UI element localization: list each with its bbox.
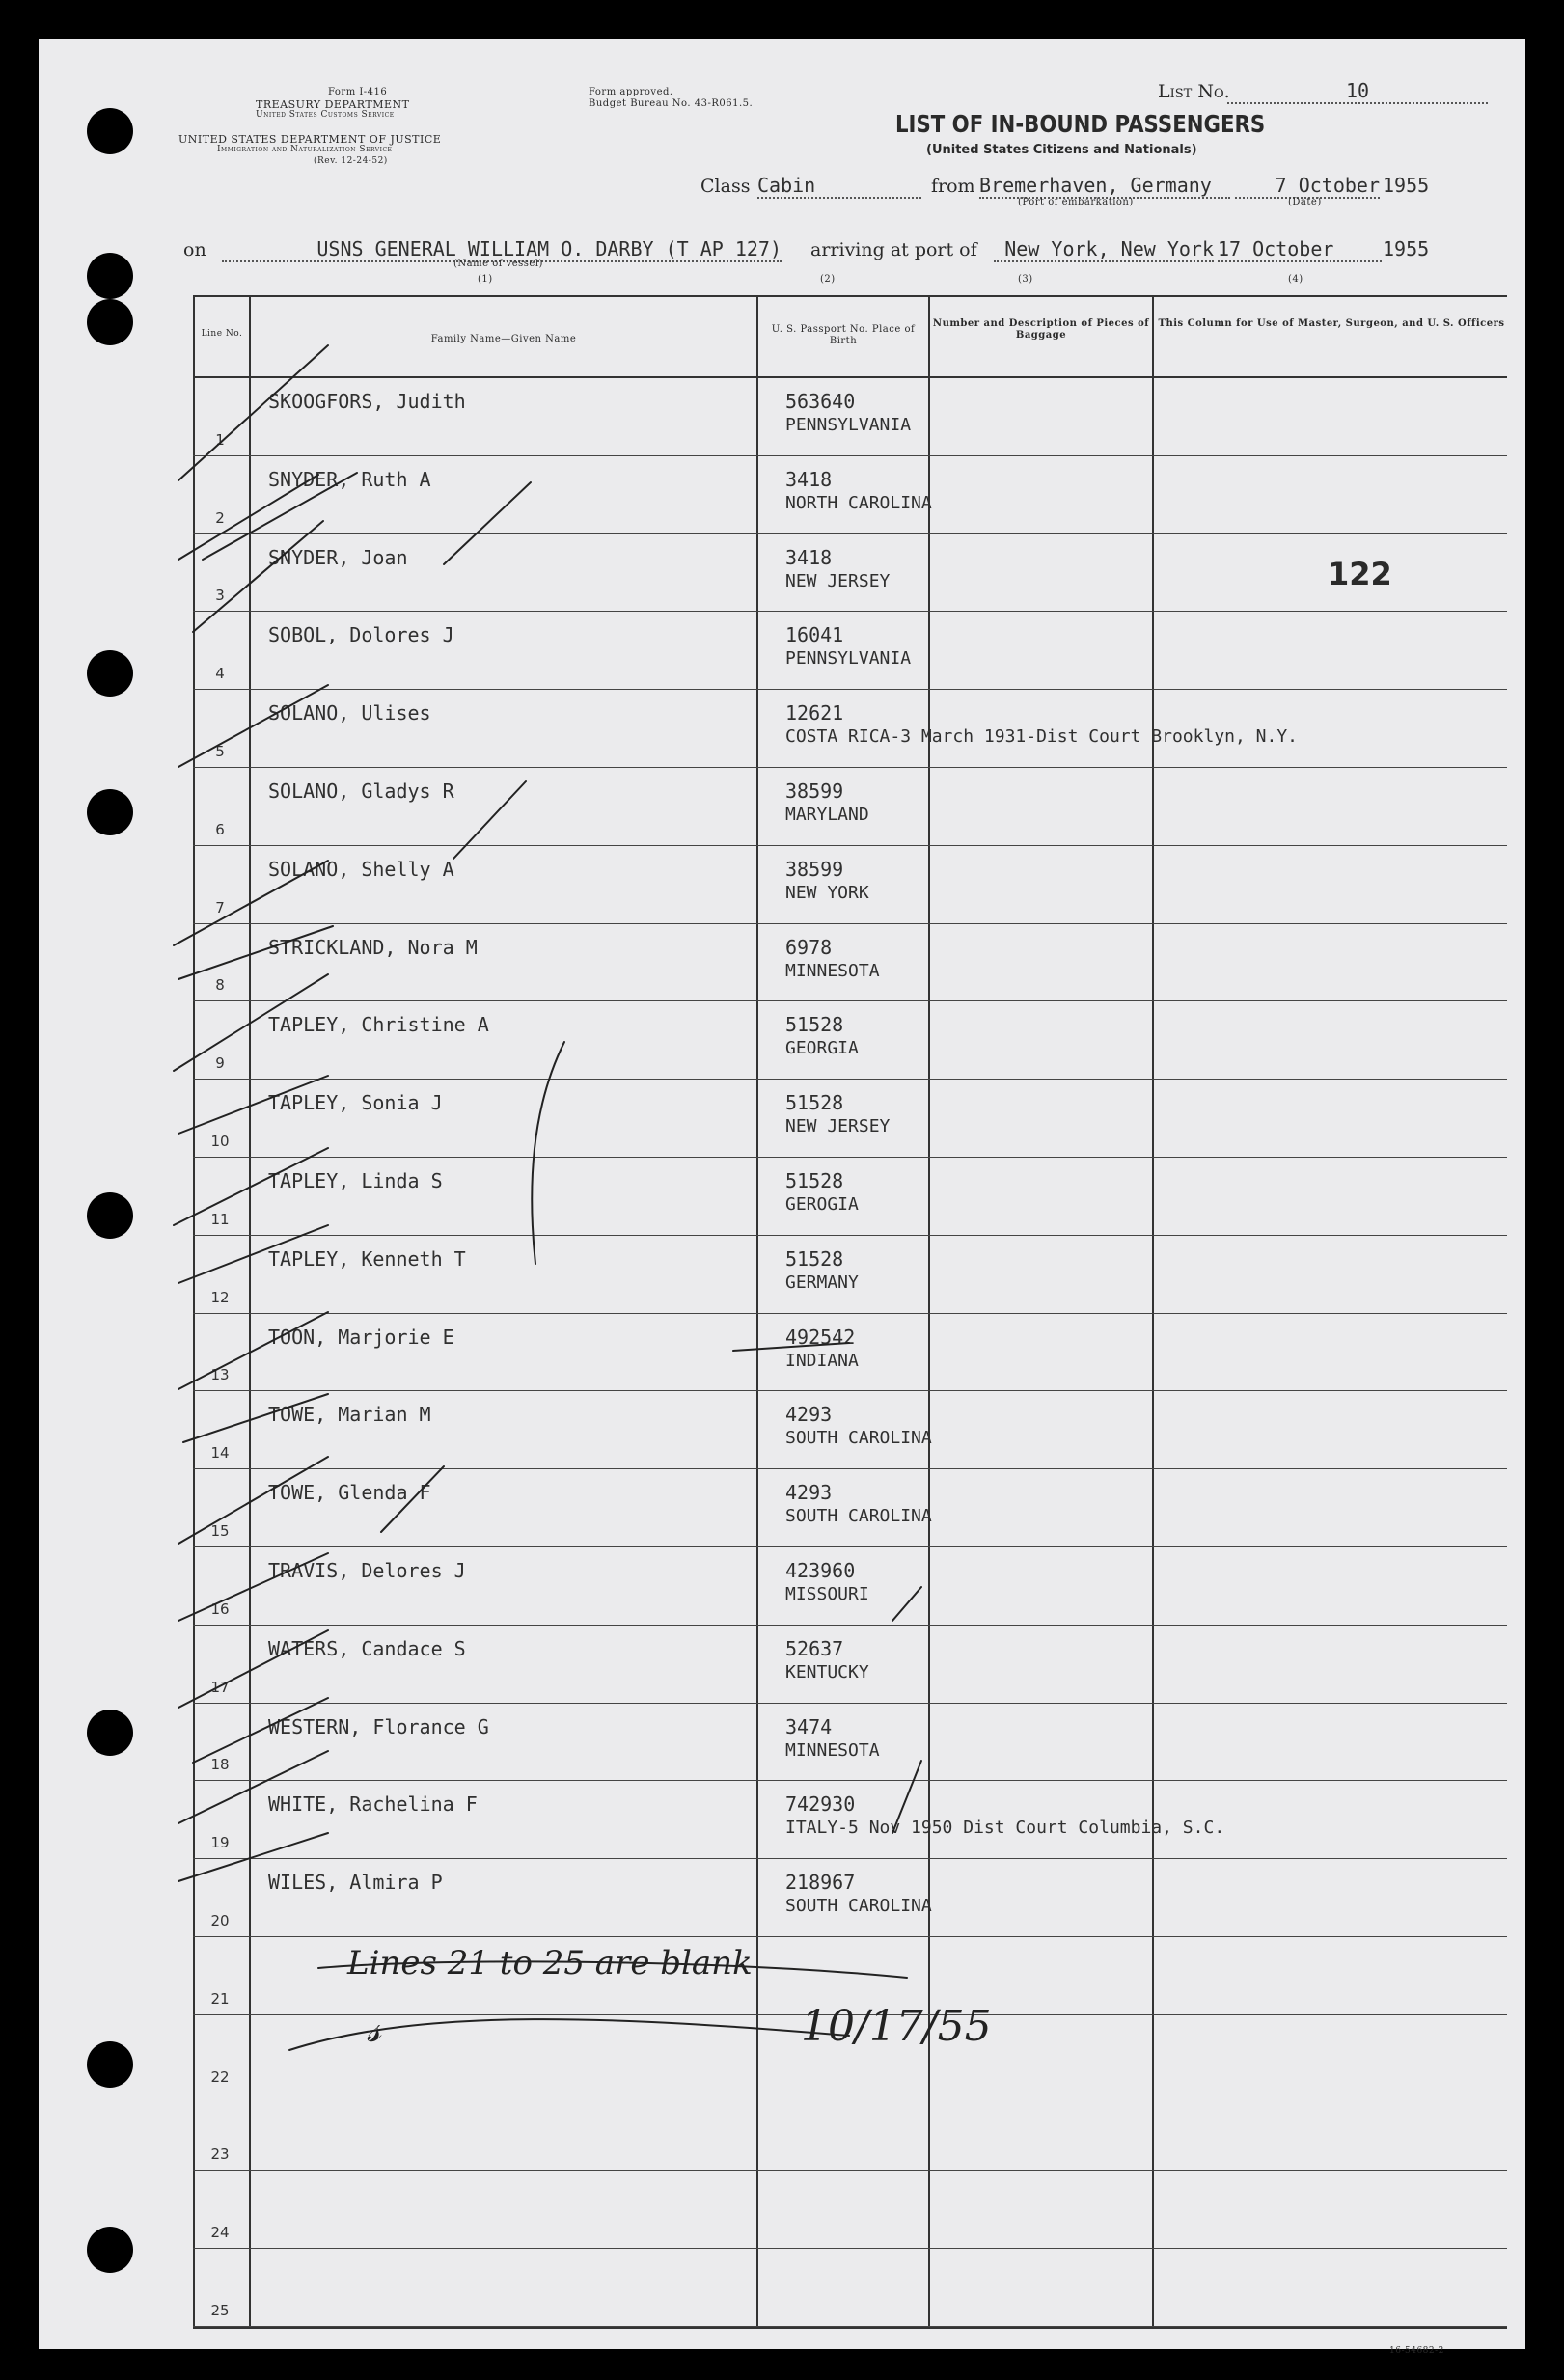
passenger-name: SOLANO, Ulises — [268, 701, 431, 725]
line-number: 9 — [215, 1054, 225, 1073]
passport-number: 51528 — [785, 1246, 844, 1271]
passport-number: 4293 — [785, 1481, 833, 1505]
passport-number: 3474 — [785, 1714, 833, 1738]
line-number: 4 — [215, 665, 225, 683]
passenger-name: WHITE, Rachelina F — [268, 1792, 478, 1817]
passport-number: 38599 — [785, 857, 844, 881]
budget-bureau: Budget Bureau No. 43-R061.5. — [589, 98, 754, 109]
line-number: 20 — [210, 1911, 230, 1929]
line-number: 6 — [215, 820, 225, 838]
table-row — [39, 534, 1525, 613]
on-label: on — [183, 239, 206, 260]
place-of-birth: GEROGIA — [785, 1194, 859, 1215]
class-label: Class — [700, 176, 751, 197]
line-number: 23 — [210, 2146, 230, 2164]
passenger-name: TOWE, Marian M — [268, 1403, 431, 1427]
passport-number: 4293 — [785, 1403, 833, 1427]
passenger-name: TAPLEY, Sonia J — [268, 1091, 443, 1115]
list-subtitle: (United States Citizens and Nationals) — [926, 143, 1197, 157]
handwritten-note: Lines 21 to 25 are blank — [347, 1944, 753, 1983]
officer-stamp-number: 122 — [1328, 556, 1392, 592]
table-row — [39, 924, 1525, 1002]
form-code: 16-54682-2 — [1389, 2346, 1444, 2356]
col-header-passport: U. S. Passport No. Place of Birth — [771, 324, 916, 346]
list-no-label: List No. — [1158, 81, 1230, 102]
place-of-birth: MISSOURI — [785, 1584, 869, 1604]
table-row — [39, 1236, 1525, 1314]
embark-year: 1955 — [1383, 174, 1430, 197]
passenger-name: STRICKLAND, Nora M — [268, 935, 478, 959]
arrival-port: New York, New York — [994, 237, 1214, 262]
passport-number: 38599 — [785, 780, 844, 803]
passport-number: 3418 — [785, 467, 833, 491]
handwritten-signature-date: 10/17/55 — [801, 2002, 992, 2051]
punch-hole — [87, 108, 133, 154]
passenger-name: TAPLEY, Linda S — [268, 1169, 443, 1192]
passenger-name: SNYDER, Joan — [268, 545, 408, 569]
place-of-birth: SOUTH CAROLINA — [785, 1428, 932, 1449]
table-row — [39, 1158, 1525, 1236]
caption-4: (4) — [1288, 274, 1303, 285]
table-row — [39, 1314, 1525, 1392]
passenger-name: TAPLEY, Christine A — [268, 1013, 489, 1037]
line-number: 5 — [215, 742, 225, 760]
col-header-baggage: Number and Description of Pieces of Baggage — [932, 318, 1150, 341]
line-number: 7 — [215, 898, 225, 916]
row-rule — [193, 2326, 1507, 2327]
place-of-birth: MINNESOTA — [785, 1739, 880, 1761]
place-of-birth: NEW YORK — [785, 882, 869, 903]
place-of-birth: KENTUCKY — [785, 1661, 869, 1682]
vessel-caption: (Name of vessel) — [453, 259, 543, 269]
table-row — [39, 1391, 1525, 1469]
line-number: 18 — [210, 1756, 230, 1774]
passenger-name: SOLANO, Gladys R — [268, 780, 454, 803]
table-row — [39, 2249, 1525, 2327]
col-header-officers: This Column for Use of Master, Surgeon, and U. S. Officers — [1158, 318, 1505, 329]
passenger-name: TAPLEY, Kenneth T — [268, 1246, 466, 1271]
place-of-birth: COSTA RICA-3 March 1931-Dist Court Brooklyn, N.Y. — [785, 726, 1299, 748]
table-row — [39, 1937, 1525, 2015]
table-row — [39, 2093, 1525, 2172]
passenger-name: WESTERN, Florance G — [268, 1714, 489, 1738]
port-of-embarkation: Bremerhaven, Germany — [979, 174, 1230, 199]
list-title: LIST OF IN-BOUND PASSENGERS — [895, 110, 1266, 138]
passport-number: 742930 — [785, 1792, 856, 1817]
passport-number: 12621 — [785, 701, 844, 725]
line-number: 24 — [210, 2224, 230, 2242]
passenger-name: SNYDER, Ruth A — [268, 467, 431, 491]
passport-number: 6978 — [785, 935, 833, 959]
table-bottom-border — [193, 2327, 1507, 2329]
table-row — [39, 690, 1525, 768]
place-of-birth: GEORGIA — [785, 1038, 859, 1059]
table-row — [39, 1469, 1525, 1547]
place-of-birth: MARYLAND — [785, 805, 869, 825]
line-number: 16 — [210, 1600, 230, 1618]
line-number: 22 — [210, 2067, 230, 2086]
arriving-label: arriving at port of — [810, 239, 977, 260]
table-top-border — [193, 295, 1507, 297]
passenger-name: WILES, Almira P — [268, 1871, 443, 1895]
table-row — [39, 1859, 1525, 1937]
line-number: 15 — [210, 1521, 230, 1540]
from-label: from — [931, 176, 975, 197]
table-row — [39, 378, 1525, 456]
place-of-birth: ITALY-5 Nov 1950 Dist Court Columbia, S.C. — [785, 1818, 1225, 1839]
line-number: 1 — [215, 430, 225, 449]
passport-number: 16041 — [785, 623, 844, 647]
revision: (Rev. 12-24-52) — [314, 156, 388, 166]
line-number: 12 — [210, 1288, 230, 1306]
punch-hole — [87, 299, 133, 345]
table-row — [39, 1080, 1525, 1158]
caption-2: (2) — [820, 274, 836, 285]
passport-number: 51528 — [785, 1169, 844, 1192]
line-number: 2 — [215, 508, 225, 527]
port-caption: (Port of embarkation) — [1018, 197, 1134, 207]
passport-number: 492542 — [785, 1325, 856, 1349]
line-number: 10 — [210, 1132, 230, 1150]
passport-number: 563640 — [785, 390, 856, 413]
table-row — [39, 1547, 1525, 1626]
line-number: 8 — [215, 976, 225, 995]
passport-number: 51528 — [785, 1013, 844, 1037]
line-number: 17 — [210, 1678, 230, 1696]
handwritten-signature: 𝓈 — [367, 2007, 379, 2051]
table-row — [39, 846, 1525, 924]
place-of-birth: SOUTH CAROLINA — [785, 1896, 932, 1917]
line-number: 13 — [210, 1366, 230, 1384]
vessel-name: USNS GENERAL WILLIAM O. DARBY (T AP 127) — [222, 237, 782, 262]
table-row — [39, 1781, 1525, 1859]
caption-1: (1) — [478, 274, 493, 285]
passenger-name: TRAVIS, Delores J — [268, 1559, 466, 1582]
line-number: 21 — [210, 1989, 230, 2008]
line-number: 19 — [210, 1834, 230, 1852]
list-no-value: 10 — [1227, 79, 1488, 104]
table-row — [39, 1001, 1525, 1080]
passenger-name: TOWE, Glenda F — [268, 1481, 431, 1505]
treasury-department: TREASURY DEPARTMENT — [256, 98, 410, 111]
form-approved: Form approved. — [589, 87, 673, 97]
line-number: 14 — [210, 1444, 230, 1463]
passport-number: 3418 — [785, 545, 833, 569]
table-row — [39, 2015, 1525, 2093]
table-row — [39, 2171, 1525, 2249]
table-row — [39, 1626, 1525, 1704]
passenger-name: SOBOL, Dolores J — [268, 623, 454, 647]
col-header-line-no: Line No. — [201, 329, 243, 339]
date-caption: (Date) — [1288, 197, 1322, 207]
place-of-birth: INDIANA — [785, 1350, 859, 1371]
passenger-list-page — [39, 39, 1525, 2356]
place-of-birth: GERMANY — [785, 1272, 859, 1293]
place-of-birth: MINNESOTA — [785, 960, 880, 981]
passenger-name: SKOOGFORS, Judith — [268, 390, 466, 413]
place-of-birth: PENNSYLVANIA — [785, 415, 912, 435]
passport-number: 51528 — [785, 1091, 844, 1115]
form-number: Form I-416 — [328, 87, 388, 97]
ins-service: Immigration and Naturalization Service — [217, 145, 393, 154]
col-header-name: Family Name—Given Name — [430, 334, 577, 344]
justice-department: UNITED STATES DEPARTMENT OF JUSTICE — [178, 133, 442, 146]
place-of-birth: NEW JERSEY — [785, 570, 891, 591]
arrival-year: 1955 — [1383, 237, 1430, 260]
table-row — [39, 456, 1525, 534]
passenger-name: SOLANO, Shelly A — [268, 857, 454, 881]
line-number: 25 — [210, 2301, 230, 2319]
line-number: 11 — [210, 1210, 230, 1228]
customs-service: United States Customs Service — [256, 110, 395, 120]
passport-number: 52637 — [785, 1636, 844, 1660]
table-row — [39, 612, 1525, 690]
table-row — [39, 1704, 1525, 1782]
place-of-birth: PENNSYLVANIA — [785, 648, 912, 670]
place-of-birth: NEW JERSEY — [785, 1116, 891, 1137]
passenger-name: TOON, Marjorie E — [268, 1325, 454, 1349]
passport-number: 423960 — [785, 1559, 856, 1582]
embark-date: 7 October — [1235, 174, 1380, 199]
line-number: 3 — [215, 587, 225, 605]
class-value: Cabin — [757, 174, 921, 199]
passport-number: 218967 — [785, 1871, 856, 1895]
punch-hole — [87, 253, 133, 299]
table-row — [39, 768, 1525, 846]
place-of-birth: NORTH CAROLINA — [785, 492, 932, 513]
caption-3: (3) — [1018, 274, 1033, 285]
passenger-name: WATERS, Candace S — [268, 1636, 466, 1660]
arrival-date: 17 October — [1218, 237, 1382, 262]
place-of-birth: SOUTH CAROLINA — [785, 1506, 932, 1527]
